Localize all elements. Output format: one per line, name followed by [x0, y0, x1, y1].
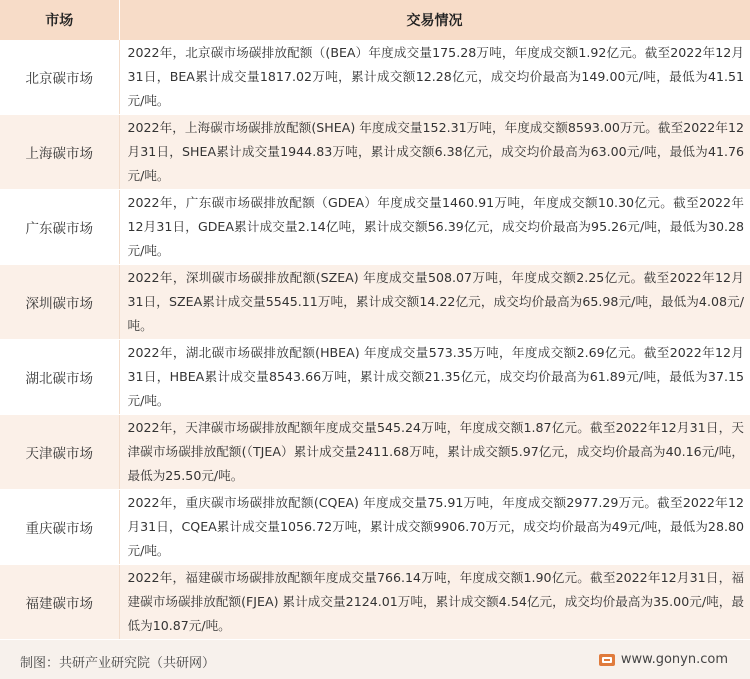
- header-market: 市场: [0, 0, 119, 40]
- market-details: 2022年，湖北碳市场碳排放配额(HBEA) 年度成交量573.35万吨，年度成交额2.69亿元。截至2022年12月31日，HBEA累计成交量8543.66万吨，累计成交额21.35亿元，成交均价最高为61.89元/吨，最低为37.15元/吨。: [119, 340, 750, 415]
- market-details: 2022年，深圳碳市场碳排放配额(SZEA) 年度成交量508.07万吨，年度成交额2.25亿元。截至2022年12月31日，SZEA累计成交量5545.11万吨，累计成交额14.22亿元，成交均价最高为65.98元/吨，最低为4.08元/吨。: [119, 265, 750, 340]
- table-row: [0, 265, 750, 340]
- market-name: 广东碳市场: [0, 190, 119, 265]
- site-link[interactable]: [599, 652, 728, 667]
- gonyn-logo-icon: [599, 654, 615, 666]
- market-name: 重庆碳市场: [0, 490, 119, 565]
- header-row: [0, 0, 750, 40]
- market-details: 2022年，天津碳市场碳排放配额年度成交量545.24万吨，年度成交额1.87亿元。截至2022年12月31日，天津碳市场碳排放配额(（TJEA）累计成交量2411.68万吨，累计成交额5.97亿元，成交均价最高为40.16元/吨，最低为25.50元/吨。: [119, 415, 750, 490]
- market-name: 福建碳市场: [0, 565, 119, 640]
- market-details: 2022年，重庆碳市场碳排放配额(CQEA) 年度成交量75.91万吨，年度成交额2977.29万元。截至2022年12月31日，CQEA累计成交量1056.72万吨，累计成交额9906.70万元，成交均价最高为49元/吨，最低为28.80元/吨。: [119, 490, 750, 565]
- table-row: [0, 415, 750, 490]
- footer: [0, 640, 750, 679]
- market-details: 2022年，福建碳市场碳排放配额年度成交量766.14万吨，年度成交额1.90亿元。截至2022年12月31日，福建碳市场碳排放配额(FJEA) 累计成交量2124.01万吨，累计成交额4.54亿元，成交均价最高为35.00元/吨，最低为10.87元/吨。: [119, 565, 750, 640]
- market-name: 深圳碳市场: [0, 265, 119, 340]
- table-body: [0, 40, 750, 640]
- source-caption: 制图：共研产业研究院（共研网）: [20, 656, 216, 671]
- table-row: [0, 115, 750, 190]
- header-details: 交易情况: [119, 0, 750, 40]
- market-name: 上海碳市场: [0, 115, 119, 190]
- table-row: [0, 40, 750, 115]
- table-row: [0, 340, 750, 415]
- market-details: 2022年，北京碳市场碳排放配额（(BEA）年度成交量175.28万吨，年度成交额1.92亿元。截至2022年12月31日，BEA累计成交量1817.02万吨，累计成交额12.28亿元，成交均价最高为149.00元/吨，最低为41.51元/吨。: [119, 40, 750, 115]
- market-name: 湖北碳市场: [0, 340, 119, 415]
- market-details: 2022年，广东碳市场碳排放配额（GDEA）年度成交量1460.91万吨，年度成交额10.30亿元。截至2022年12月31日，GDEA累计成交量2.14亿吨，累计成交额56.39亿元，成交均价最高为95.26元/吨，最低为30.28元/吨。: [119, 190, 750, 265]
- table-header: [0, 0, 750, 40]
- market-name: 天津碳市场: [0, 415, 119, 490]
- table-row: [0, 490, 750, 565]
- table-row: [0, 190, 750, 265]
- market-name: 北京碳市场: [0, 40, 119, 115]
- site-url: www.gonyn.com: [620, 652, 728, 667]
- market-details: 2022年，上海碳市场碳排放配额(SHEA) 年度成交量152.31万吨，年度成交额8593.00万元。截至2022年12月31日，SHEA累计成交量1944.83万吨，累计成交额6.38亿元，成交均价最高为63.00元/吨，最低为41.76元/吨。: [119, 115, 750, 190]
- table-row: [0, 565, 750, 640]
